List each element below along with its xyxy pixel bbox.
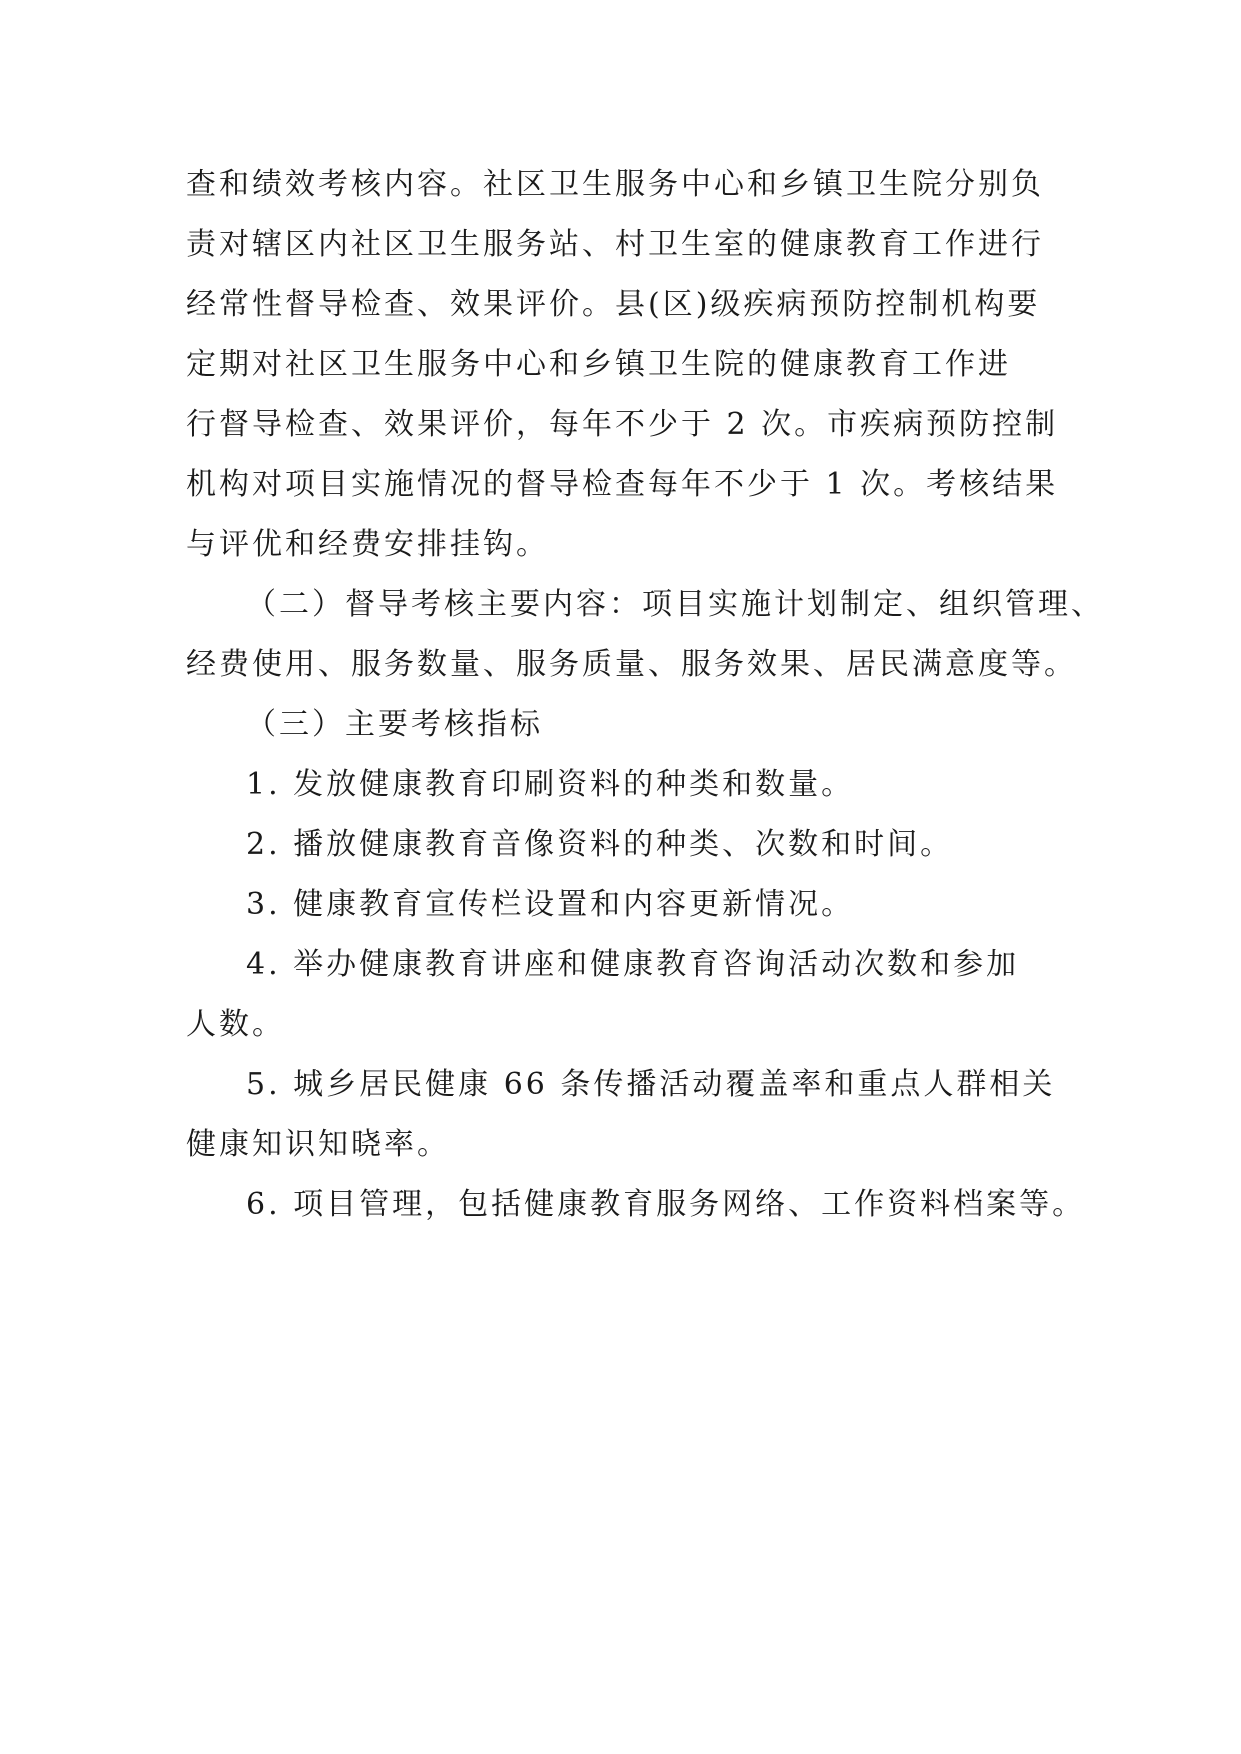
list-item-4: 4. 举办健康教育讲座和健康教育咨询活动次数和参加	[246, 947, 1020, 982]
list-item-5: 5. 城乡居民健康 66 条传播活动覆盖率和重点人群相关	[246, 1067, 1056, 1102]
list-item-5-continuation: 健康知识知晓率。	[186, 1127, 450, 1162]
paragraph-line: 行督导检查、效果评价，每年不少于 2 次。市疾病预防控制	[186, 407, 1059, 442]
list-item-6: 6. 项目管理，包括健康教育服务网络、工作资料档案等。	[246, 1187, 1086, 1222]
paragraph-line: 查和绩效考核内容。社区卫生服务中心和乡镇卫生院分别负	[186, 167, 1044, 202]
paragraph-line: 经费使用、服务数量、服务质量、服务效果、居民满意度等。	[186, 647, 1077, 682]
section-heading-2: （二）督导考核主要内容：项目实施计划制定、组织管理、	[246, 587, 1104, 622]
list-item-1: 1. 发放健康教育印刷资料的种类和数量。	[246, 767, 855, 802]
list-item-2: 2. 播放健康教育音像资料的种类、次数和时间。	[246, 827, 954, 862]
section-heading-3: （三）主要考核指标	[246, 707, 543, 742]
paragraph-line: 定期对社区卫生服务中心和乡镇卫生院的健康教育工作进	[186, 347, 1011, 382]
paragraph-line: 与评优和经费安排挂钩。	[186, 527, 549, 562]
document-body	[186, 155, 1104, 1235]
paragraph-line: 经常性督导检查、效果评价。县(区)级疾病预防控制机构要	[186, 287, 1041, 322]
list-item-4-continuation: 人数。	[186, 1007, 285, 1042]
list-item-3: 3. 健康教育宣传栏设置和内容更新情况。	[246, 887, 855, 922]
paragraph-line: 机构对项目实施情况的督导检查每年不少于 1 次。考核结果	[186, 467, 1059, 502]
paragraph-line: 责对辖区内社区卫生服务站、村卫生室的健康教育工作进行	[186, 227, 1044, 262]
